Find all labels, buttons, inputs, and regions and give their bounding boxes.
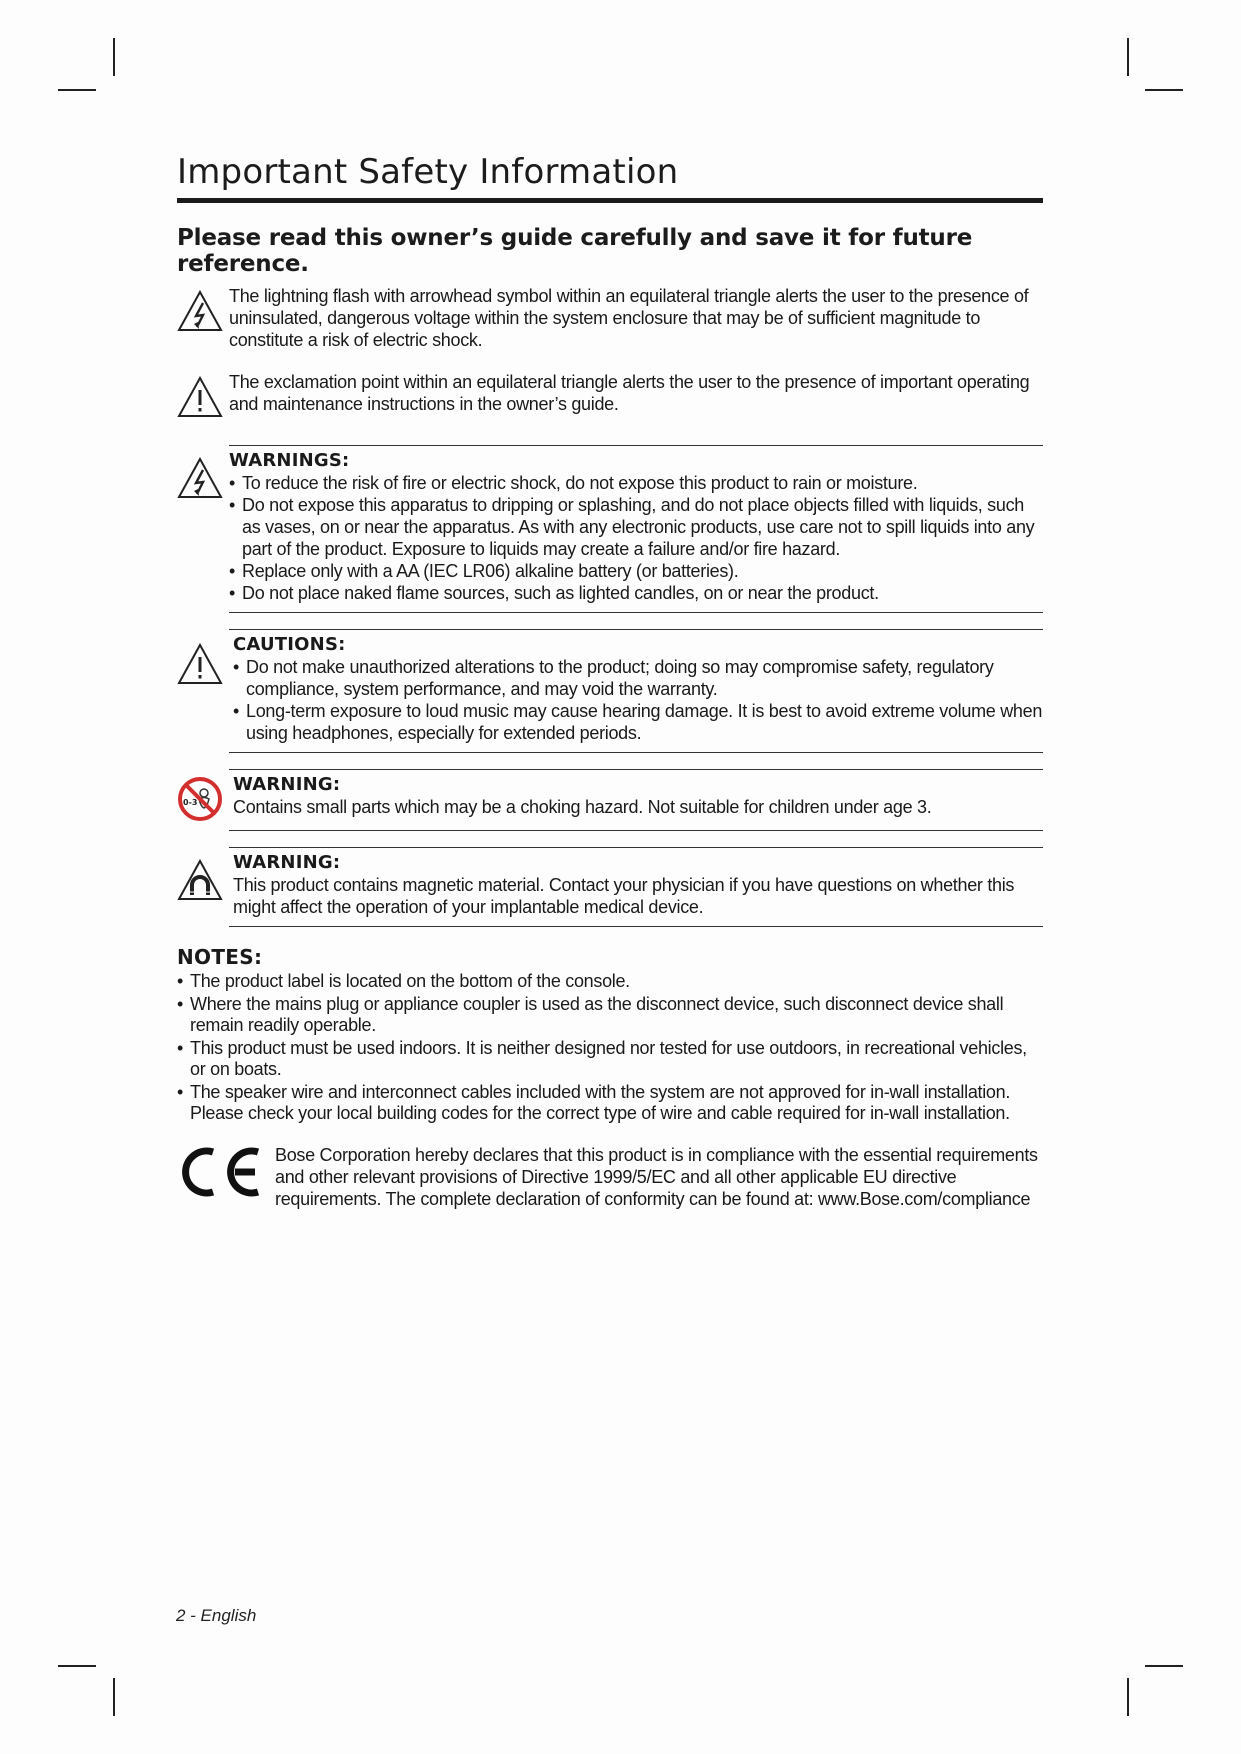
lightning-triangle-icon [177,289,223,333]
exclamation-triangle-icon [177,375,223,419]
notes-heading: NOTES: [177,945,263,969]
crop-mark [1127,1678,1129,1716]
notes-list [177,971,1043,1124]
list-item: • The speaker wire and interconnect cables included with the system are not approved for in-wall installation. Please check your local building codes for the correct type of wire and cable required for in-wall installation. [177,1082,1043,1124]
list-item: • This product must be used indoors. It is neither designed nor tested for use outdoors, in recreational vehicles, or on boats. [177,1038,1043,1080]
crop-mark [1127,38,1129,76]
cautions-block [177,634,1043,744]
crop-mark [113,38,115,76]
magnetic-warning-block [177,852,1043,918]
page-title: Important Safety Information [177,152,1043,203]
divider [229,752,1043,753]
list-item: • Long-term exposure to loud music may cause hearing damage. It is best to avoid extreme volume when using headphones, especially for extended periods. [233,700,1043,744]
divider [229,629,1043,630]
divider [229,612,1043,613]
crop-mark [1145,89,1183,91]
cautions-heading: CAUTIONS: [233,634,346,655]
no-children-under-3-icon [177,776,223,822]
crop-mark [1145,1665,1183,1667]
page-subtitle: Please read this owner’s guide carefully and save it for future reference. [177,225,973,277]
lightning-symbol-block [177,285,1043,351]
list-item: • To reduce the risk of fire or electric shock, do not expose this product to rain or moisture. [229,472,1043,494]
divider [229,926,1043,927]
list-item: • Do not expose this apparatus to dripping or splashing, and do not place objects filled with liquids, such as vases, on or near the apparatus. As with any electronic products, use care not to spill liquids into any part of the product. Exposure to liquids may create a failure and/or fire hazard. [229,494,1043,560]
choking-warning-block [177,774,1043,822]
crop-mark [113,1678,115,1716]
list-item: • Replace only with a AA (IEC LR06) alkaline battery (or batteries). [229,560,1043,582]
lightning-triangle-icon [177,456,223,500]
warnings-heading: WARNINGS: [229,450,350,471]
exclamation-symbol-text: The exclamation point within an equilateral triangle alerts the user to the presence of important operating and maintenance instructions in the owner’s guide. [229,372,1030,414]
page-content [177,140,1043,1210]
ce-declaration-block [177,1144,1043,1210]
divider [229,830,1043,831]
divider [229,445,1043,446]
list-item: • Do not place naked flame sources, such as lighted candles, on or near the product. [229,582,1043,604]
divider [229,769,1043,770]
lightning-symbol-text: The lightning flash with arrowhead symbol within an equilateral triangle alerts the user to the presence of uninsulated, dangerous voltage within the system enclosure that may be of sufficient magnitude to constitute a risk of electric shock. [229,286,1029,350]
choking-warning-text: Contains small parts which may be a choking hazard. Not suitable for children under age 3. [233,797,932,817]
ce-mark-icon [177,1144,263,1200]
crop-mark [58,89,96,91]
choking-warning-heading: WARNING: [233,774,341,795]
magnet-warning-icon [177,858,223,902]
list-item: • Do not make unauthorized alterations to the product; doing so may compromise safety, regulatory compliance, system performance, and may void the warranty. [233,656,1043,700]
list-item: • The product label is located on the bottom of the console. [177,971,1043,992]
exclamation-symbol-block [177,371,1043,419]
warnings-block [177,450,1043,604]
cautions-list [233,656,1043,744]
list-item: • Where the mains plug or appliance coupler is used as the disconnect device, such disconnect device shall remain readily operable. [177,994,1043,1036]
age-label: 0-3 [183,798,198,807]
ce-declaration-text: Bose Corporation hereby declares that this product is in compliance with the essential requirements and other relevant provisions of Directive 1999/5/EC and all other applicable EU directive requirements. The complete declaration of conformity can be found at: www.Bose.com/compliance [275,1145,1038,1209]
warnings-list [229,472,1043,604]
page-footer: 2 - English [176,1606,257,1625]
exclamation-triangle-icon [177,642,223,686]
divider [229,847,1043,848]
magnetic-warning-text: This product contains magnetic material. Contact your physician if you have questions on whether this might affect the operation of your implantable medical device. [233,875,1015,917]
magnetic-warning-heading: WARNING: [233,852,341,873]
crop-mark [58,1665,96,1667]
